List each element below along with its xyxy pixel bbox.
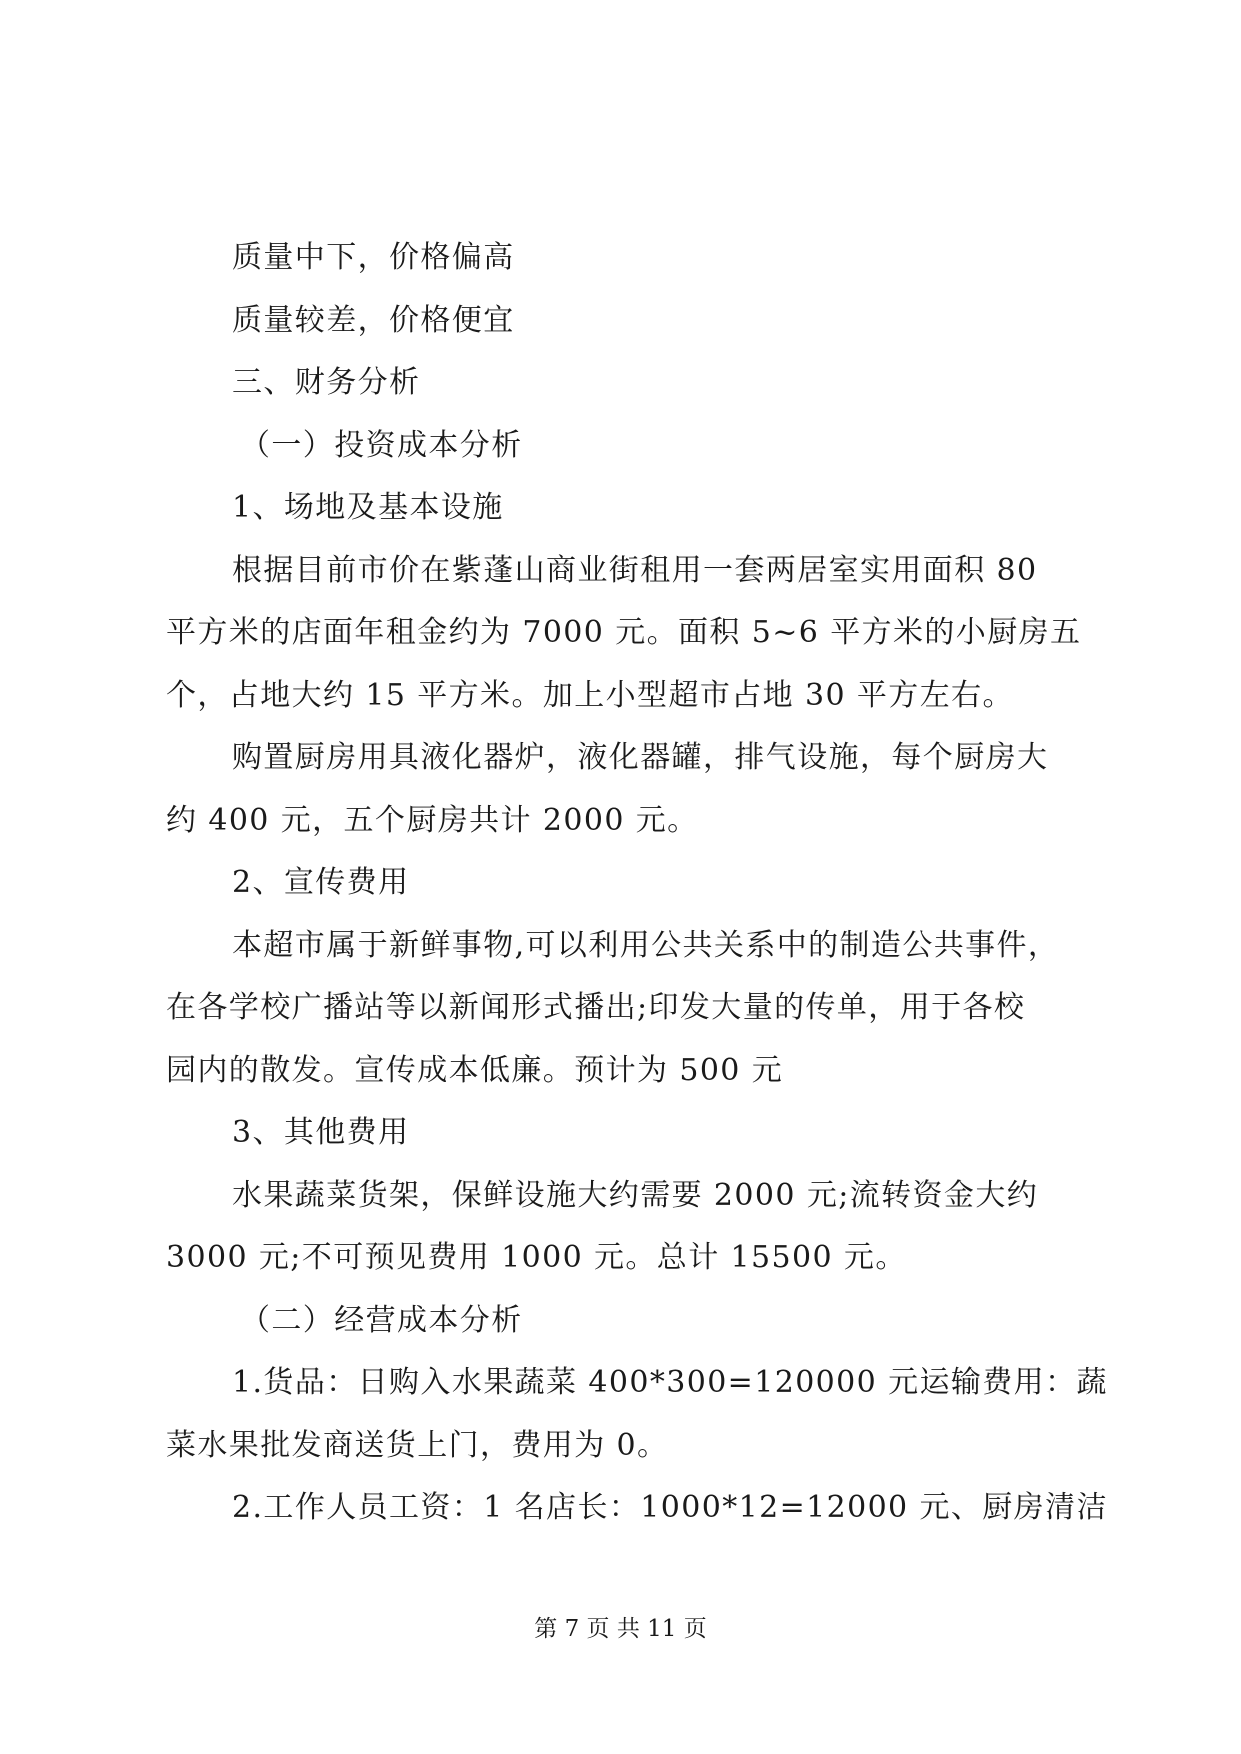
- subsection-heading: （二）经营成本分析: [240, 1302, 523, 1338]
- paragraph-line: 约 400 元，五个厨房共计 2000 元。: [166, 802, 699, 838]
- item-heading: 3、其他费用: [232, 1115, 410, 1150]
- paragraph-line: 在各学校广播站等以新闻形式播出;印发大量的传单，用于各校: [166, 990, 1026, 1025]
- subsection-heading: （一）投资成本分析: [240, 427, 523, 463]
- text-line: 质量中下，价格偏高: [232, 240, 515, 275]
- paragraph-line: 2.工作人员工资：1 名店长：1000*12=12000 元、厨房清洁: [232, 1490, 1108, 1525]
- paragraph-line: 园内的散发。宣传成本低廉。预计为 500 元: [166, 1052, 784, 1088]
- paragraph-line: 1.货品：日购入水果蔬菜 400*300=120000 元运输费用：蔬: [232, 1365, 1108, 1400]
- section-heading: 三、财务分析: [232, 365, 421, 400]
- paragraph-line: 平方米的店面年租金约为 7000 元。面积 5~6 平方米的小厨房五: [166, 615, 1082, 650]
- paragraph-line: 根据目前市价在紫蓬山商业街租用一套两居室实用面积 80: [232, 552, 1038, 588]
- paragraph-line: 本超市属于新鲜事物,可以利用公共关系中的制造公共事件，: [232, 927, 1060, 963]
- item-heading: 2、宣传费用: [232, 865, 410, 900]
- paragraph-line: 个，占地大约 15 平方米。加上小型超市占地 30 平方左右。: [166, 677, 1014, 713]
- paragraph-line: 水果蔬菜货架，保鲜设施大约需要 2000 元;流转资金大约: [232, 1177, 1039, 1213]
- paragraph-line: 菜水果批发商送货上门，费用为 0。: [166, 1427, 669, 1463]
- paragraph-line: 购置厨房用具液化器炉，液化器罐，排气设施，每个厨房大: [232, 740, 1049, 775]
- body-text: [166, 227, 1108, 1540]
- item-heading: 1、场地及基本设施: [232, 490, 504, 525]
- text-line: 质量较差，价格便宜: [232, 302, 515, 338]
- page-number-footer: 第 7 页 共 11 页: [534, 1616, 707, 1642]
- paragraph-line: 3000 元;不可预见费用 1000 元。总计 15500 元。: [166, 1240, 907, 1275]
